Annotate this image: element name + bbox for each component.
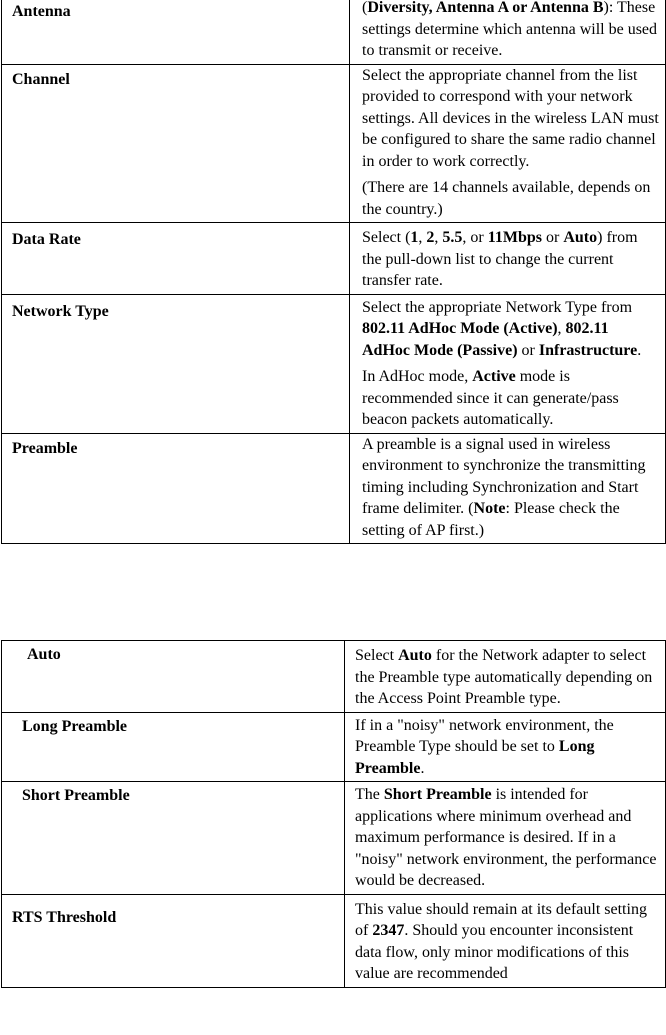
bold-term: Infrastructure [538, 341, 638, 359]
description-paragraph [362, 366, 659, 431]
settings-table-main [1, 0, 666, 544]
preamble-options-table [1, 640, 666, 988]
bold-term: 802.11 AdHoc Mode (Passive) [362, 320, 609, 359]
row-label: Network Type [12, 302, 109, 320]
row-description [345, 894, 666, 987]
text-run: ): These settings determine which antenna will be used to transmit or receive. [362, 0, 658, 59]
text-run: Select [355, 647, 399, 664]
text-run: . [637, 341, 642, 359]
row-description [350, 0, 666, 64]
text-run: for the Network adapter to select the Preamble type automatically depending on the Access Point Preamble type. [355, 647, 653, 707]
row-description [350, 294, 666, 433]
text-run: , [434, 229, 443, 246]
text-run: ( [362, 0, 368, 16]
bold-term: 2 [426, 229, 435, 246]
text-run: ) from the pull-down list to change the current transfer rate. [362, 229, 638, 289]
text-run: , or [462, 229, 488, 246]
row-label: Preamble [12, 439, 78, 457]
table-row [2, 223, 666, 295]
text-run: If in a "noisy" network environment, the Preamble Type should be set to [355, 716, 614, 755]
text-run: is intended for applications where minimum overhead and maximum performance is desired. If in a "noisy" network environment, the performance would be decreased. [355, 786, 657, 889]
description-paragraph [362, 434, 659, 542]
row-label: Antenna [12, 3, 71, 20]
text-run: The [355, 786, 384, 803]
table-row [2, 712, 666, 782]
table-row [2, 64, 666, 223]
bold-term: Diversity, Antenna A or Antenna B [367, 0, 604, 16]
row-label: RTS Threshold [12, 908, 117, 926]
text-run: In AdHoc mode, [362, 368, 473, 385]
bold-term: Auto [398, 647, 432, 664]
text-run: or [542, 229, 564, 246]
row-label: Auto [27, 646, 61, 663]
row-description [350, 64, 666, 223]
bold-term: 1 [410, 229, 419, 246]
table-row [2, 782, 666, 895]
row-description [345, 641, 666, 713]
bold-term: Note [473, 500, 506, 517]
table-row [2, 433, 666, 544]
description-paragraph [355, 784, 659, 892]
row-description [345, 782, 666, 895]
text-run: , [418, 229, 427, 246]
text-run: Select the appropriate channel from the list provided to correspond with your network settings. All devices in the wireless LAN must be configured to share the same radio channel in order to work correctly. [362, 66, 659, 170]
bold-term: 802.11 AdHoc Mode (Active) [362, 320, 558, 337]
text-run: This value should remain at its default setting of [355, 900, 647, 939]
text-run: or [517, 341, 539, 359]
table-row [2, 0, 666, 64]
table-row [2, 641, 666, 713]
bold-term: Long Preamble [355, 738, 595, 777]
description-paragraph [362, 65, 659, 173]
bold-term: 2347 [372, 922, 405, 939]
text-run: mode is recommended since it can generate/pass beacon packets automatically. [362, 368, 619, 428]
text-run: , [557, 320, 566, 337]
text-run: Select ( [362, 229, 411, 246]
row-label: Long Preamble [22, 717, 128, 735]
text-run: Select the appropriate Network Type from [362, 298, 633, 316]
table-row [2, 894, 666, 987]
description-paragraph [362, 297, 659, 362]
text-run: A preamble is a signal used in wireless environment to synchronize the transmitting timing including Synchronization and Start frame delimiter. ( [362, 435, 646, 517]
description-paragraph [362, 177, 659, 220]
row-description [345, 712, 666, 782]
table-row [2, 294, 666, 433]
bold-term: 11Mbps [487, 229, 542, 246]
text-run: . Should you encounter inconsistent data flow, only minor modifications of this value are recommended [355, 922, 634, 982]
text-run: (There are 14 channels available, depends on the country.) [362, 179, 651, 218]
bold-term: Active [472, 368, 516, 385]
description-paragraph [362, 227, 659, 292]
description-paragraph [362, 0, 659, 62]
row-label: Channel [12, 70, 70, 88]
text-run: : Please check the setting of AP first.) [362, 500, 620, 539]
bold-term: Auto [563, 229, 598, 246]
row-description [350, 223, 666, 295]
row-label: Short Preamble [22, 787, 130, 804]
description-paragraph [355, 715, 659, 780]
bold-term: 5.5 [442, 229, 463, 246]
text-run: . [420, 759, 425, 777]
row-description [350, 433, 666, 544]
description-paragraph [355, 645, 659, 710]
row-label: Data Rate [12, 231, 81, 248]
description-paragraph [355, 899, 659, 985]
bold-term: Short Preamble [383, 786, 492, 803]
